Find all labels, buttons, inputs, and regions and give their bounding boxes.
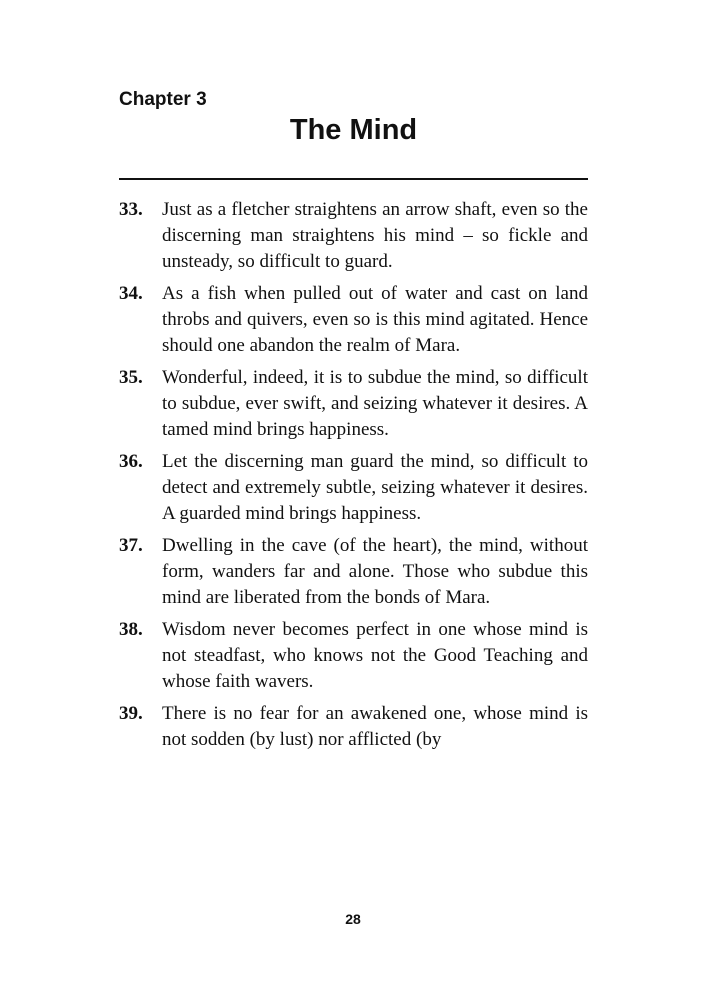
verse-34 [119, 281, 588, 359]
verse-number: 35. [119, 367, 143, 388]
verse-38 [119, 617, 588, 695]
verse-number: 36. [119, 451, 143, 472]
verse-list [119, 197, 588, 759]
verse-number: 38. [119, 619, 143, 640]
chapter-title: The Mind [289, 114, 418, 146]
verse-37 [119, 533, 588, 611]
verse-39 [119, 701, 588, 753]
verse-text: Let the discerning man guard the mind, so difficult to detect and extremely subtle, seizing whatever it desires. A guarded mind brings happiness. [162, 451, 588, 524]
title-divider [119, 178, 588, 180]
verse-text: Wonderful, indeed, it is to subdue the mind, so difficult to subdue, ever swift, and seizing whatever it desires. A tamed mind brings happiness. [162, 367, 588, 440]
page-number: 28 [345, 911, 361, 927]
verse-number: 39. [119, 703, 143, 724]
verse-35 [119, 365, 588, 443]
verse-text: Just as a fletcher straightens an arrow shaft, even so the discerning man straightens his mind – so fickle and unsteady, so difficult to guard. [162, 199, 588, 272]
verse-number: 33. [119, 199, 143, 220]
verse-number: 37. [119, 535, 143, 556]
verse-text: There is no fear for an awakened one, whose mind is not sodden (by lust) nor afflicted (by [162, 703, 588, 750]
verse-text: As a fish when pulled out of water and cast on land throbs and quivers, even so is this mind agitated. Hence should one abandon the realm of Mara. [162, 283, 588, 356]
verse-text: Dwelling in the cave (of the heart), the mind, without form, wanders far and alone. Those who subdue this mind are liberated from the bonds of Mara. [162, 535, 588, 608]
verse-number: 34. [119, 283, 143, 304]
verse-text: Wisdom never becomes perfect in one whose mind is not steadfast, who knows not the Good Teaching and whose faith wavers. [162, 619, 588, 692]
chapter-label: Chapter 3 [119, 89, 207, 110]
verse-36 [119, 449, 588, 527]
verse-33 [119, 197, 588, 275]
